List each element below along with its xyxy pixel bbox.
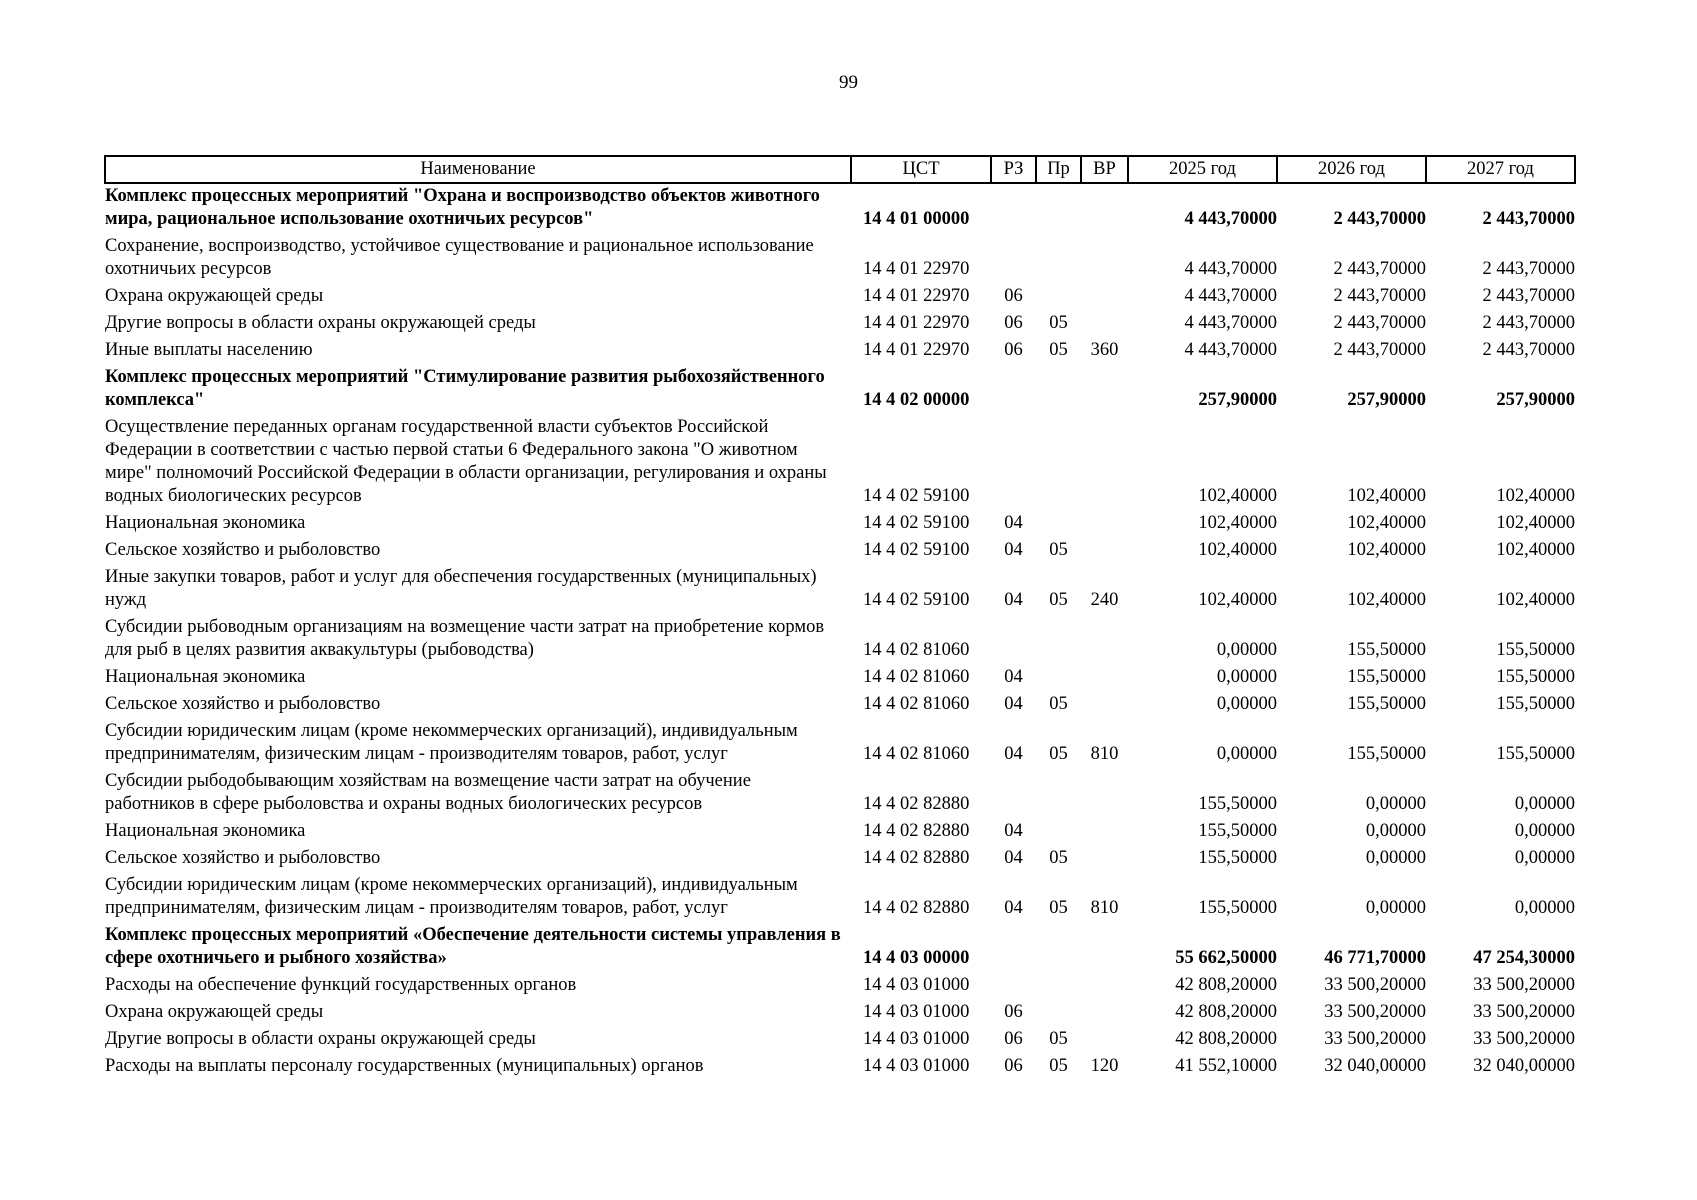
cell-cst: 14 4 01 22970 xyxy=(863,259,970,279)
cell-name: Комплекс процессных мероприятий "Стимулирование развития рыбохозяйственного комплекса" xyxy=(105,367,825,410)
cell-2026: 155,50000 xyxy=(1347,667,1426,687)
cell-2025: 0,00000 xyxy=(1216,694,1277,714)
cell-2025: 42 808,20000 xyxy=(1175,975,1277,995)
cell-vr xyxy=(1081,923,1128,973)
cell-2025: 42 808,20000 xyxy=(1175,1002,1277,1022)
budget-table xyxy=(104,155,1576,1081)
cell-pr: 05 xyxy=(1049,848,1068,868)
table-row xyxy=(105,665,1575,692)
cell-cst: 14 4 03 00000 xyxy=(863,948,970,968)
cell-name: Сохранение, воспроизводство, устойчивое существование и рациональное использование охотничьих ресурсов xyxy=(105,236,814,279)
cell-pr: 05 xyxy=(1049,590,1068,610)
page-number: 99 xyxy=(839,72,858,93)
cell-2027: 155,50000 xyxy=(1496,667,1575,687)
cell-name: Сельское хозяйство и рыболовство xyxy=(105,540,381,560)
cell-2027: 33 500,20000 xyxy=(1473,1029,1575,1049)
cell-cst: 14 4 02 82880 xyxy=(863,898,970,918)
cell-2027: 0,00000 xyxy=(1514,794,1575,814)
table-row xyxy=(105,1027,1575,1054)
cell-pr xyxy=(1036,923,1081,973)
cell-name: Национальная экономика xyxy=(105,513,306,533)
cell-pr: 05 xyxy=(1049,694,1068,714)
cell-name: Комплекс процессных мероприятий «Обеспечение деятельности системы управления в сфере охотничьего и рыбного хозяйства» xyxy=(105,925,841,968)
cell-vr xyxy=(1081,692,1128,719)
cell-2025: 102,40000 xyxy=(1198,540,1277,560)
cell-pr xyxy=(1036,1000,1081,1027)
table-row xyxy=(105,183,1575,234)
cell-vr xyxy=(1081,538,1128,565)
cell-pr: 05 xyxy=(1049,1056,1068,1076)
cell-cst: 14 4 02 81060 xyxy=(863,667,970,687)
cell-vr xyxy=(1081,973,1128,1000)
cell-pr: 05 xyxy=(1049,744,1068,764)
cell-2026: 46 771,70000 xyxy=(1324,948,1426,968)
table-row xyxy=(105,769,1575,819)
cell-pr: 05 xyxy=(1049,340,1068,360)
table-body xyxy=(105,183,1575,1081)
cell-2027: 0,00000 xyxy=(1514,848,1575,868)
cell-2026: 0,00000 xyxy=(1365,821,1426,841)
cell-name: Субсидии юридическим лицам (кроме некоммерческих организаций), индивидуальным предпринимателям, физическим лицам - производителям товаров, работ, услуг xyxy=(105,875,798,918)
cell-vr xyxy=(1081,511,1128,538)
cell-cst: 14 4 01 22970 xyxy=(863,286,970,306)
table-row xyxy=(105,846,1575,873)
header-vr: ВР xyxy=(1081,156,1128,183)
cell-name: Национальная экономика xyxy=(105,821,306,841)
cell-rz: 06 xyxy=(1004,313,1023,333)
cell-vr xyxy=(1081,415,1128,511)
cell-name: Иные выплаты населению xyxy=(105,340,313,360)
cell-pr: 05 xyxy=(1049,540,1068,560)
cell-vr: 120 xyxy=(1090,1056,1119,1076)
cell-rz: 06 xyxy=(1004,286,1023,306)
cell-2027: 102,40000 xyxy=(1496,540,1575,560)
cell-2027: 257,90000 xyxy=(1496,390,1575,410)
cell-rz: 06 xyxy=(1004,340,1023,360)
cell-2025: 102,40000 xyxy=(1198,590,1277,610)
cell-2027: 155,50000 xyxy=(1496,640,1575,660)
cell-cst: 14 4 02 82880 xyxy=(863,848,970,868)
cell-cst: 14 4 02 59100 xyxy=(863,513,970,533)
table-row xyxy=(105,234,1575,284)
cell-2026: 33 500,20000 xyxy=(1324,1002,1426,1022)
cell-2025: 102,40000 xyxy=(1198,513,1277,533)
cell-vr xyxy=(1081,311,1128,338)
table-row xyxy=(105,511,1575,538)
cell-pr xyxy=(1036,183,1081,234)
cell-name: Охрана окружающей среды xyxy=(105,1002,324,1022)
cell-2026: 155,50000 xyxy=(1347,744,1426,764)
table-row xyxy=(105,284,1575,311)
cell-2027: 2 443,70000 xyxy=(1482,209,1575,229)
table-row xyxy=(105,565,1575,615)
cell-vr xyxy=(1081,365,1128,415)
cell-2025: 42 808,20000 xyxy=(1175,1029,1277,1049)
cell-2026: 257,90000 xyxy=(1347,390,1426,410)
cell-vr xyxy=(1081,615,1128,665)
cell-2026: 2 443,70000 xyxy=(1333,286,1426,306)
cell-2025: 4 443,70000 xyxy=(1184,313,1277,333)
cell-rz: 04 xyxy=(1004,898,1023,918)
cell-2025: 4 443,70000 xyxy=(1184,259,1277,279)
header-2025: 2025 год xyxy=(1128,156,1277,183)
cell-rz: 06 xyxy=(1004,1056,1023,1076)
table-row xyxy=(105,719,1575,769)
cell-pr: 05 xyxy=(1049,313,1068,333)
cell-pr xyxy=(1036,511,1081,538)
table-row xyxy=(105,311,1575,338)
cell-rz: 04 xyxy=(1004,744,1023,764)
header-pr: Пр xyxy=(1036,156,1081,183)
cell-pr xyxy=(1036,284,1081,311)
cell-2026: 155,50000 xyxy=(1347,694,1426,714)
cell-rz: 06 xyxy=(1004,1002,1023,1022)
cell-2027: 32 040,00000 xyxy=(1473,1056,1575,1076)
cell-2027: 2 443,70000 xyxy=(1482,340,1575,360)
cell-rz: 04 xyxy=(1004,848,1023,868)
cell-2027: 155,50000 xyxy=(1496,744,1575,764)
cell-2025: 102,40000 xyxy=(1198,486,1277,506)
cell-rz: 04 xyxy=(1004,540,1023,560)
cell-cst: 14 4 02 59100 xyxy=(863,540,970,560)
cell-2025: 0,00000 xyxy=(1216,640,1277,660)
table-row xyxy=(105,415,1575,511)
cell-vr xyxy=(1081,769,1128,819)
cell-rz xyxy=(991,973,1036,1000)
cell-cst: 14 4 01 22970 xyxy=(863,340,970,360)
cell-cst: 14 4 02 82880 xyxy=(863,821,970,841)
cell-vr: 240 xyxy=(1090,590,1119,610)
cell-rz: 06 xyxy=(1004,1029,1023,1049)
cell-name: Субсидии юридическим лицам (кроме некоммерческих организаций), индивидуальным предпринимателям, физическим лицам - производителям товаров, работ, услуг xyxy=(105,721,798,764)
cell-pr xyxy=(1036,615,1081,665)
cell-2027: 47 254,30000 xyxy=(1473,948,1575,968)
cell-vr xyxy=(1081,819,1128,846)
cell-vr xyxy=(1081,846,1128,873)
cell-2026: 0,00000 xyxy=(1365,794,1426,814)
cell-2026: 102,40000 xyxy=(1347,513,1426,533)
cell-2027: 0,00000 xyxy=(1514,821,1575,841)
cell-2026: 2 443,70000 xyxy=(1333,209,1426,229)
cell-vr: 810 xyxy=(1090,744,1119,764)
table-row xyxy=(105,923,1575,973)
cell-2027: 155,50000 xyxy=(1496,694,1575,714)
table-row xyxy=(105,615,1575,665)
cell-cst: 14 4 02 81060 xyxy=(863,640,970,660)
table-row xyxy=(105,973,1575,1000)
cell-vr: 360 xyxy=(1090,340,1119,360)
table-header-row xyxy=(105,156,1575,183)
cell-pr: 05 xyxy=(1049,898,1068,918)
cell-name: Комплекс процессных мероприятий "Охрана и воспроизводство объектов животного мира, рациональное использование охотничьих ресурсов" xyxy=(105,186,820,229)
cell-pr xyxy=(1036,819,1081,846)
cell-name: Осуществление переданных органам государственной власти субъектов Российской Федерации в соответствии с частью первой статьи 6 Федерального закона "О животном мире" полномочий Российской Федерации в области организации, регулирования и охраны водных биологических ресурсов xyxy=(105,417,827,506)
table-row xyxy=(105,819,1575,846)
cell-2025: 155,50000 xyxy=(1198,898,1277,918)
cell-2027: 33 500,20000 xyxy=(1473,1002,1575,1022)
cell-2025: 4 443,70000 xyxy=(1184,209,1277,229)
cell-rz xyxy=(991,923,1036,973)
cell-2025: 155,50000 xyxy=(1198,794,1277,814)
cell-name: Сельское хозяйство и рыболовство xyxy=(105,848,381,868)
cell-vr xyxy=(1081,234,1128,284)
cell-vr xyxy=(1081,1027,1128,1054)
cell-name: Иные закупки товаров, работ и услуг для обеспечения государственных (муниципальных) нужд xyxy=(105,567,817,610)
cell-pr xyxy=(1036,973,1081,1000)
table-row xyxy=(105,1054,1575,1081)
cell-pr xyxy=(1036,665,1081,692)
cell-vr xyxy=(1081,665,1128,692)
cell-rz: 04 xyxy=(1004,821,1023,841)
cell-cst: 14 4 02 81060 xyxy=(863,694,970,714)
cell-rz: 04 xyxy=(1004,590,1023,610)
cell-2026: 0,00000 xyxy=(1365,898,1426,918)
cell-2026: 155,50000 xyxy=(1347,640,1426,660)
cell-name: Другие вопросы в области охраны окружающей среды xyxy=(105,313,536,333)
header-cst: ЦСТ xyxy=(851,156,991,183)
cell-2025: 55 662,50000 xyxy=(1175,948,1277,968)
cell-vr xyxy=(1081,1000,1128,1027)
cell-2027: 102,40000 xyxy=(1496,513,1575,533)
cell-2027: 2 443,70000 xyxy=(1482,286,1575,306)
cell-name: Другие вопросы в области охраны окружающей среды xyxy=(105,1029,536,1049)
cell-name: Национальная экономика xyxy=(105,667,306,687)
table-row xyxy=(105,365,1575,415)
cell-rz xyxy=(991,365,1036,415)
header-name: Наименование xyxy=(105,156,851,183)
cell-2027: 102,40000 xyxy=(1496,590,1575,610)
cell-cst: 14 4 02 81060 xyxy=(863,744,970,764)
table-row xyxy=(105,538,1575,565)
cell-rz xyxy=(991,615,1036,665)
cell-rz xyxy=(991,183,1036,234)
cell-2027: 2 443,70000 xyxy=(1482,259,1575,279)
cell-2026: 32 040,00000 xyxy=(1324,1056,1426,1076)
cell-cst: 14 4 03 01000 xyxy=(863,1029,970,1049)
cell-pr: 05 xyxy=(1049,1029,1068,1049)
cell-cst: 14 4 02 59100 xyxy=(863,486,970,506)
cell-rz xyxy=(991,415,1036,511)
cell-cst: 14 4 01 00000 xyxy=(863,209,970,229)
cell-2027: 2 443,70000 xyxy=(1482,313,1575,333)
cell-2025: 41 552,10000 xyxy=(1175,1056,1277,1076)
cell-cst: 14 4 02 82880 xyxy=(863,794,970,814)
cell-2026: 0,00000 xyxy=(1365,848,1426,868)
cell-pr xyxy=(1036,769,1081,819)
cell-2025: 4 443,70000 xyxy=(1184,340,1277,360)
table-row xyxy=(105,338,1575,365)
cell-name: Расходы на выплаты персоналу государственных (муниципальных) органов xyxy=(105,1056,704,1076)
cell-2025: 257,90000 xyxy=(1198,390,1277,410)
cell-2026: 2 443,70000 xyxy=(1333,313,1426,333)
cell-cst: 14 4 03 01000 xyxy=(863,975,970,995)
cell-vr xyxy=(1081,183,1128,234)
cell-cst: 14 4 01 22970 xyxy=(863,313,970,333)
cell-2026: 33 500,20000 xyxy=(1324,975,1426,995)
cell-2026: 102,40000 xyxy=(1347,590,1426,610)
cell-vr: 810 xyxy=(1090,898,1119,918)
cell-pr xyxy=(1036,234,1081,284)
cell-name: Расходы на обеспечение функций государственных органов xyxy=(105,975,577,995)
cell-cst: 14 4 03 01000 xyxy=(863,1056,970,1076)
cell-name: Субсидии рыбодобывающим хозяйствам на возмещение части затрат на обучение работников в сфере рыболовства и охраны водных биологических ресурсов xyxy=(105,771,751,814)
cell-2026: 102,40000 xyxy=(1347,486,1426,506)
cell-2025: 0,00000 xyxy=(1216,744,1277,764)
cell-name: Сельское хозяйство и рыболовство xyxy=(105,694,381,714)
table-row xyxy=(105,873,1575,923)
header-rz: РЗ xyxy=(991,156,1036,183)
cell-rz: 04 xyxy=(1004,513,1023,533)
cell-rz xyxy=(991,234,1036,284)
cell-name: Охрана окружающей среды xyxy=(105,286,324,306)
cell-rz xyxy=(991,769,1036,819)
cell-pr xyxy=(1036,415,1081,511)
cell-cst: 14 4 02 00000 xyxy=(863,390,970,410)
cell-vr xyxy=(1081,284,1128,311)
cell-2026: 2 443,70000 xyxy=(1333,259,1426,279)
cell-2026: 33 500,20000 xyxy=(1324,1029,1426,1049)
cell-2027: 33 500,20000 xyxy=(1473,975,1575,995)
cell-2026: 102,40000 xyxy=(1347,540,1426,560)
cell-pr xyxy=(1036,365,1081,415)
cell-cst: 14 4 03 01000 xyxy=(863,1002,970,1022)
cell-cst: 14 4 02 59100 xyxy=(863,590,970,610)
cell-name: Субсидии рыбоводным организациям на возмещение части затрат на приобретение кормов для рыб в целях развития аквакультуры (рыбоводства) xyxy=(105,617,825,660)
cell-rz: 04 xyxy=(1004,694,1023,714)
cell-2025: 155,50000 xyxy=(1198,848,1277,868)
cell-2027: 0,00000 xyxy=(1514,898,1575,918)
header-2026: 2026 год xyxy=(1277,156,1426,183)
cell-2025: 155,50000 xyxy=(1198,821,1277,841)
cell-2025: 4 443,70000 xyxy=(1184,286,1277,306)
table-row xyxy=(105,1000,1575,1027)
cell-2027: 102,40000 xyxy=(1496,486,1575,506)
cell-2025: 0,00000 xyxy=(1216,667,1277,687)
table-row xyxy=(105,692,1575,719)
header-2027: 2027 год xyxy=(1426,156,1575,183)
cell-2026: 2 443,70000 xyxy=(1333,340,1426,360)
cell-rz: 04 xyxy=(1004,667,1023,687)
